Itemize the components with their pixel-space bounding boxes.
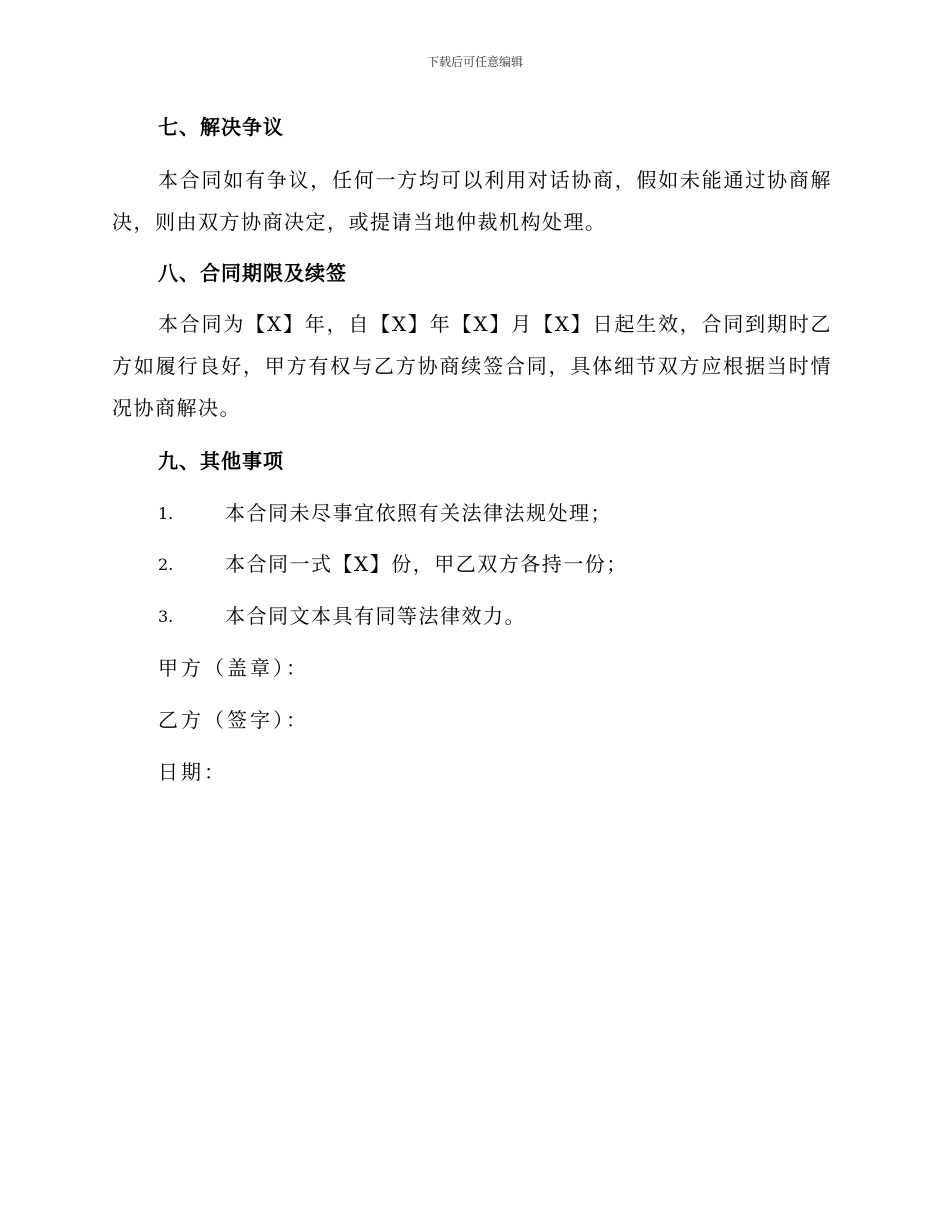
- list-item-text: 本合同一式【X】份，甲乙双方各持一份；: [225, 552, 628, 576]
- date-line: 日期：: [158, 760, 227, 784]
- party-b-signature-line: 乙方（签字）：: [158, 708, 309, 732]
- list-item-number: 2.: [158, 555, 174, 574]
- list-item-text: 本合同未尽事宜依照有关法律法规处理；: [225, 501, 612, 525]
- party-a-seal-line: 甲方（盖章）：: [158, 656, 309, 680]
- list-item-number: 3.: [158, 607, 174, 626]
- page-header-note: 下载后可任意编辑: [426, 55, 523, 69]
- section-paragraph-dispute: 本合同如有争议，任何一方均可以利用对话协商，假如未能通过协商解决，则由双方协商决定，或提请当地仲裁机构处理。: [112, 168, 832, 234]
- section-heading-other-matters: 九、其他事项: [158, 449, 284, 473]
- section-paragraph-term-renewal: 本合同为【X】年，自【X】年【X】月【X】日起生效，合同到期时乙方如履行良好，甲方有权与乙方协商续签合同，具体细节双方应根据当时情况协商解决。: [112, 312, 832, 420]
- list-item-number: 1.: [158, 504, 174, 523]
- list-item-text: 本合同文本具有同等法律效力。: [225, 604, 526, 628]
- section-heading-dispute: 七、解决争议: [158, 115, 284, 139]
- section-heading-term-renewal: 八、合同期限及续签: [158, 261, 347, 285]
